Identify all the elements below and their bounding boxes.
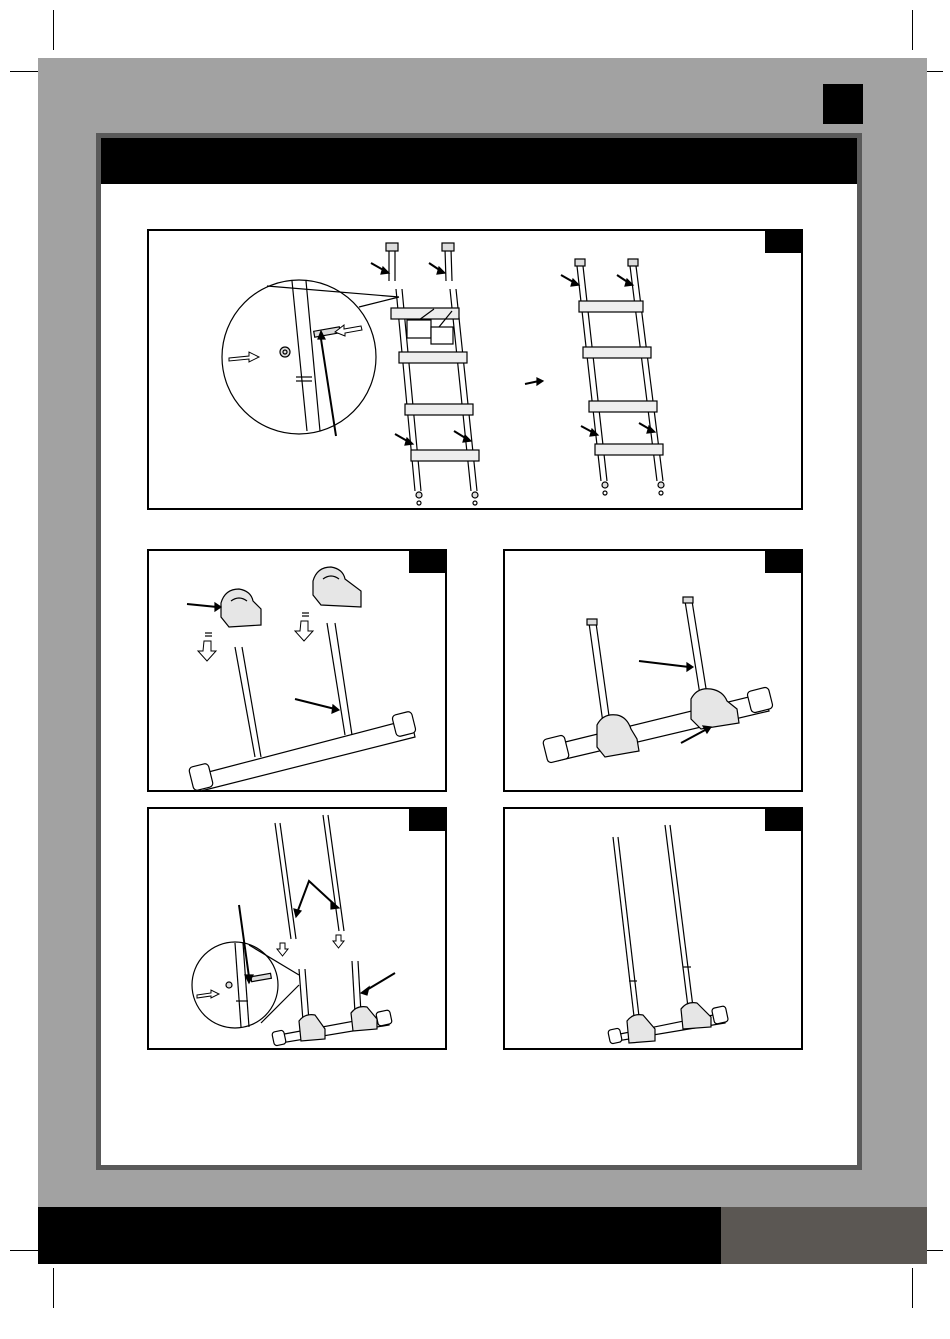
magnifier-leader-bottom	[359, 297, 399, 307]
arrow-rails-pair	[297, 881, 335, 913]
arrow-lower-upright	[365, 973, 395, 991]
crop-mark-tl-h	[10, 71, 38, 72]
crop-mark-bl-v	[53, 1268, 54, 1308]
step-5-panel	[503, 807, 803, 1050]
step-3-panel	[503, 549, 803, 792]
complete-cap-left	[627, 1015, 655, 1043]
ladder-assembled	[575, 259, 664, 495]
complete-frame-illustration	[505, 809, 805, 1052]
step-2-panel	[147, 549, 447, 792]
small-cap-left	[299, 1015, 325, 1041]
small-cap-right	[351, 1007, 377, 1031]
crop-mark-tr-v	[912, 10, 913, 50]
t-frame-base-bar	[188, 711, 416, 791]
upper-rail-illustration	[149, 809, 449, 1052]
complete-uprights	[613, 825, 694, 1025]
complete-cap-right	[681, 1003, 711, 1029]
seated-base-bar	[542, 687, 773, 764]
seated-cap-illustration	[505, 551, 805, 794]
crop-mark-bl-h	[10, 1250, 38, 1251]
base-cap-right	[313, 567, 361, 607]
hollow-arrow-down-right	[295, 621, 313, 641]
detail-nut	[280, 347, 290, 357]
page-number-tab	[823, 84, 863, 124]
hollow-arrow-rail-right	[333, 935, 344, 948]
ladder-exploded	[386, 243, 479, 505]
arrow-seated-upright	[639, 661, 689, 667]
ladder-assembly-illustration	[149, 231, 805, 512]
seated-uprights	[587, 597, 708, 723]
footer-side-block	[721, 1207, 927, 1264]
step-4-panel	[147, 807, 447, 1050]
t-frame-uprights	[235, 623, 352, 757]
base-cap-illustration	[149, 551, 449, 794]
crop-mark-tl-v	[53, 10, 54, 50]
arrow-t-frame	[295, 699, 335, 709]
crop-mark-br-v	[912, 1268, 913, 1308]
hollow-arrow-rail-left	[277, 943, 288, 956]
step-1-panel	[147, 229, 803, 510]
seated-cap-right	[691, 689, 739, 729]
header-bar	[101, 138, 857, 184]
seated-cap-left	[597, 715, 639, 757]
arrow-base-cap	[187, 604, 217, 607]
hollow-arrow-down-left	[198, 641, 216, 661]
upper-rails	[275, 815, 344, 939]
base-cap-left	[221, 589, 261, 627]
footer-bar	[38, 1207, 721, 1264]
